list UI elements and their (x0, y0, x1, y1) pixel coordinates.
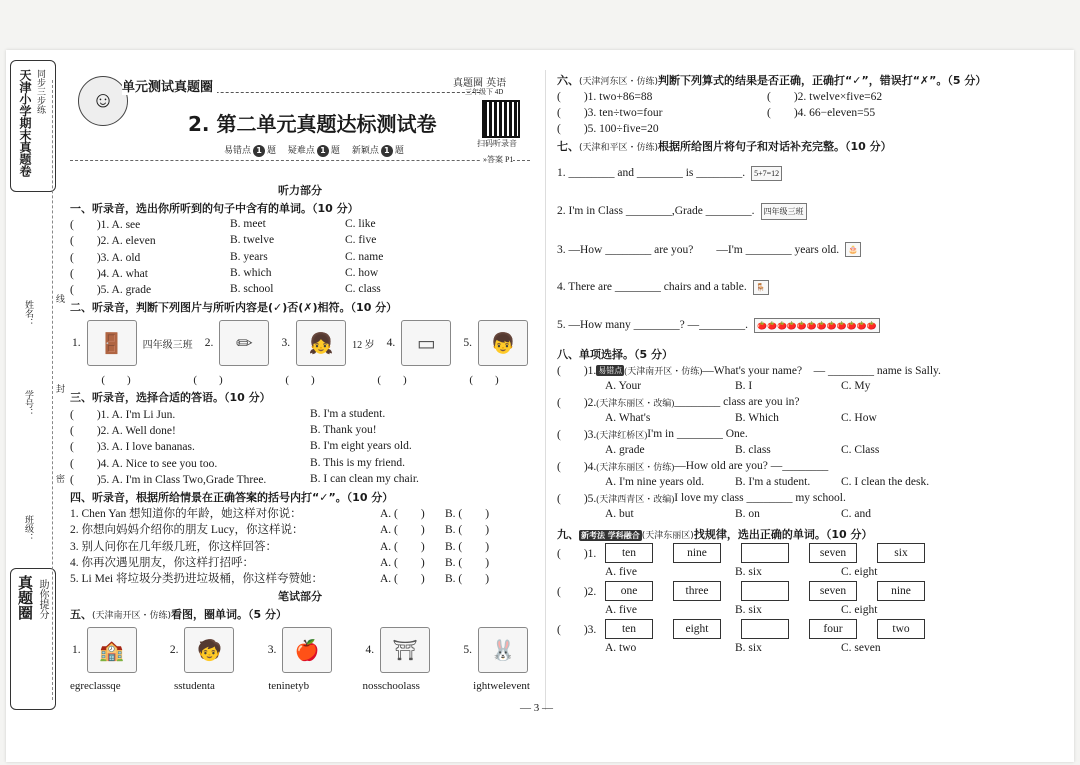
answer-a[interactable]: A. ( ) (380, 540, 425, 553)
choice-option[interactable]: B. I'm a student. (735, 476, 811, 488)
option-text[interactable]: B. years (230, 250, 268, 263)
right-column (557, 70, 1017, 656)
section-7-source: (天津和平区・仿练) (579, 143, 659, 153)
options-row (557, 640, 1017, 656)
option-text[interactable]: C. like (345, 218, 376, 231)
question-row (70, 438, 530, 454)
question-row (70, 232, 530, 248)
choice-option[interactable]: C. and (841, 508, 872, 520)
question-row (70, 521, 530, 537)
section-6-title (557, 72, 1017, 88)
picture-number: 1. (72, 337, 81, 350)
qr-code-icon[interactable] (482, 100, 520, 138)
picture-item (72, 320, 193, 366)
grade-tag: 三年级下 4D (465, 88, 504, 96)
word-box: ten (605, 619, 653, 639)
pencils-icon: ✏ (219, 320, 269, 366)
scenario-text: 5. Li Mei 将垃圾分类扔进垃圾桶，你这样夸赞她： (70, 573, 323, 586)
picture-number: 2. (204, 337, 214, 350)
new-label: 新颖点 (351, 146, 379, 156)
question-row (70, 505, 530, 521)
fill-item (557, 192, 1017, 230)
question-row (70, 281, 530, 297)
cut-mark-secret: 密 (56, 475, 66, 485)
picture-hint: 🍅🍅🍅🍅🍅🍅🍅🍅🍅🍅🍅🍅 (754, 318, 880, 333)
option-a[interactable]: ( )3. A. I love bananas. (70, 441, 195, 454)
picture-hint: 5+7=12 (751, 166, 782, 181)
question-number[interactable]: ( )4. (557, 461, 597, 473)
binding-sidebar (10, 60, 66, 710)
class-field-label: 班级： (23, 515, 33, 542)
section-2-answer-brackets (70, 371, 530, 387)
fill-sentence[interactable]: 5. —How many ________? —________. (557, 319, 749, 331)
picture-number: 5. (463, 337, 472, 350)
picture-item (72, 627, 137, 673)
section-9-title (557, 526, 1017, 542)
page-number: — 3 — (520, 702, 553, 714)
choice-option[interactable]: C. seven (841, 642, 881, 654)
unit-label: 题 (267, 146, 277, 156)
answer-b[interactable]: B. ( ) (445, 540, 490, 553)
question-row (70, 538, 530, 554)
equation[interactable]: ( )4. 66−eleven=55 (767, 107, 876, 119)
answer-bracket[interactable]: ( ) (377, 374, 407, 387)
exam-header (70, 70, 530, 180)
options-row (557, 474, 1017, 490)
door-icon: 🚪 (87, 320, 137, 366)
choice-option[interactable]: B. Which (735, 412, 779, 424)
answer-bracket[interactable]: ( ) (285, 374, 315, 387)
sidebar-bottom-sub: 助你提分 (37, 579, 48, 619)
section-5-number: 五、 (70, 608, 92, 622)
mascot-icon: ☺ (78, 76, 128, 126)
word-box: one (605, 581, 653, 601)
choice-option[interactable]: A. Your (605, 380, 642, 392)
section-7-items (557, 154, 1017, 344)
student-icon: 🧒 (184, 627, 234, 673)
option-text[interactable]: C. name (345, 250, 384, 263)
blackboard-icon: ▭ (401, 320, 451, 366)
equation[interactable]: ( )3. ten÷two=four (557, 107, 663, 119)
question-row (70, 454, 530, 470)
section-4-rows (70, 505, 530, 586)
question-source: (天津南开区・仿练) (624, 365, 703, 376)
option-a[interactable]: ( )2. A. Well done! (70, 424, 176, 437)
answer-bracket[interactable]: ( ) (469, 374, 499, 387)
picture-number: 2. (169, 644, 179, 657)
word-box: ten (605, 543, 653, 563)
picture-item (463, 320, 528, 366)
sidebar-bottom-title: 真题圈 (16, 575, 34, 620)
choice-question (557, 394, 1017, 410)
picture-caption: 12 岁 (352, 339, 375, 351)
option-text[interactable]: B. meet (230, 218, 266, 231)
section-2-pictures (70, 315, 530, 371)
section-1-title: 一、听录音，选出你所听到的句子中含有的单词。（10 分） (70, 202, 359, 215)
student-id-field-label: 学号： (23, 390, 33, 417)
unit-label: 题 (394, 146, 404, 156)
section-5-title (70, 606, 530, 622)
question-source: (天津东丽区・仿练) (596, 461, 675, 472)
subject-tag: 真题圈 英语 (453, 78, 507, 89)
picture-item (281, 320, 374, 366)
equation-row (557, 104, 1017, 120)
option-b[interactable]: B. I can clean my chair. (310, 472, 419, 485)
picture-item (170, 627, 235, 673)
fill-sentence[interactable]: 1. ________ and ________ is ________. (557, 167, 746, 179)
option-a[interactable]: ( )5. A. I'm in Class Two,Grade Three. (70, 473, 267, 486)
question-number[interactable]: ( )3. (557, 429, 597, 441)
choice-option[interactable]: C. Class (841, 444, 880, 456)
option-text[interactable]: ( )5. A. grade (70, 284, 152, 297)
series-title: 单元测试真题圈 (122, 76, 217, 95)
choice-option[interactable]: A. but (605, 508, 634, 520)
easy-label: 易错点 (224, 146, 252, 156)
question-text: —What's your name? — ________ name is Sally. (702, 365, 941, 377)
section-8-items (557, 362, 1017, 522)
picture-number: 3. (281, 337, 291, 350)
question-row (70, 471, 530, 487)
section-8-title: 八、单项选择。（5 分） (557, 348, 673, 361)
rabbit-eleven-icon: 🐰 (478, 627, 528, 673)
question-row (70, 216, 530, 232)
question-source: (天津红桥区) (596, 429, 648, 440)
question-row (70, 249, 530, 265)
choice-option[interactable]: B. on (735, 508, 760, 520)
section-9-tag: 新考法 学科融合 (581, 531, 640, 540)
question-text: ________ class are you in? (674, 396, 800, 408)
option-text[interactable]: B. school (230, 283, 274, 296)
choice-option[interactable]: B. six (735, 642, 762, 654)
option-text[interactable]: ( )4. A. what (70, 268, 148, 281)
section-9-source: (天津东丽区) (641, 531, 694, 541)
sidebar-bottom-badge (10, 568, 56, 710)
boy-icon: 👦 (478, 320, 528, 366)
cut-line (52, 80, 53, 700)
word-box: four (809, 619, 857, 639)
word-box: nine (877, 581, 925, 601)
choice-question (557, 458, 1017, 474)
classroom-icon: 🏫 (87, 627, 137, 673)
section-5-source: (天津南开区・仿练) (92, 611, 172, 622)
easy-count: 1 (253, 145, 265, 157)
blank-box[interactable] (741, 581, 789, 601)
option-text[interactable]: C. how (345, 267, 379, 280)
options-row (557, 506, 1017, 522)
word-box: six (877, 543, 925, 563)
writing-heading: 笔试部分 (278, 590, 322, 604)
word-puzzle[interactable]: sstudenta (173, 680, 215, 693)
cut-mark-seal: 封 (56, 385, 66, 395)
section-1-rows (70, 216, 530, 297)
header-rule (70, 160, 530, 161)
equation[interactable]: ( )2. twelve×five=62 (767, 91, 883, 103)
section-3-title: 三、听录音，选择合适的答语。（10 分） (70, 391, 271, 405)
section-5-words (70, 680, 530, 692)
question-row (70, 570, 530, 586)
choice-option[interactable]: C. I clean the desk. (841, 476, 930, 488)
column-divider (545, 70, 546, 710)
section-7-number: 七、 (557, 140, 579, 153)
option-text[interactable]: B. which (230, 267, 272, 280)
answer-b[interactable]: B. ( ) (445, 524, 490, 537)
section-7-title (557, 138, 1017, 154)
choice-option[interactable]: A. two (605, 642, 637, 654)
fill-sentence[interactable]: 3. —How ________ are you? —I'm ________ years old. (557, 244, 840, 256)
cut-mark-line: 线 (56, 295, 66, 305)
fill-sentence[interactable]: 4. There are ________ chairs and a table. (557, 281, 747, 293)
new-count: 1 (381, 145, 393, 157)
answer-b[interactable]: B. ( ) (445, 557, 490, 569)
options-row (557, 602, 1017, 618)
answer-bracket[interactable]: ( ) (101, 374, 131, 387)
answer-b[interactable]: B. ( ) (445, 573, 490, 586)
choice-option[interactable]: B. class (735, 444, 771, 456)
picture-number: 4. (365, 644, 375, 657)
option-a[interactable]: ( )4. A. Nice to see you too. (70, 457, 218, 470)
option-a[interactable]: ( )1. A. I'm Li Jun. (70, 408, 176, 421)
picture-number: 1. (72, 644, 81, 657)
question-number[interactable]: ( )1. (557, 548, 597, 560)
sidebar-top-title: 天津小学期末真题卷 (18, 69, 32, 177)
option-b[interactable]: B. This is my friend. (310, 456, 405, 469)
picture-item (463, 627, 528, 673)
answer-reference: »答案 P1 (480, 154, 513, 165)
choice-question (557, 426, 1017, 442)
blank-box[interactable] (741, 619, 789, 639)
scenario-text: 3. 别人问你在几年级几班，你这样回答： (70, 540, 277, 553)
picture-number: 3. (267, 644, 277, 657)
option-text[interactable]: ( )3. A. old (70, 251, 141, 264)
question-number[interactable]: ( )2. (557, 397, 597, 409)
pattern-row (557, 542, 1017, 564)
answer-a[interactable]: A. ( ) (380, 508, 425, 521)
question-number[interactable]: ( )2. (557, 586, 597, 598)
section-6-source: (天津河东区・仿练) (579, 77, 659, 87)
exam-title: 2. 第二单元真题达标测试卷 (188, 112, 437, 136)
section-3-rows (70, 405, 530, 486)
choice-option[interactable]: C. eight (841, 604, 878, 616)
question-tag: 易错点 (598, 365, 623, 375)
picture-item (387, 320, 452, 366)
difficulty-points (224, 143, 404, 157)
section-5-pictures (70, 622, 530, 678)
option-b[interactable]: B. I'm eight years old. (310, 440, 412, 453)
girl-icon: 👧 (296, 320, 346, 366)
fill-item (557, 268, 1017, 306)
school-gate-icon: ⛩ (380, 627, 430, 673)
choice-option[interactable]: A. five (605, 566, 637, 578)
answer-bracket[interactable]: ( ) (193, 374, 223, 387)
picture-hint: 🎂 (845, 242, 861, 257)
choice-option[interactable]: A. grade (605, 444, 645, 456)
word-box: seven (809, 543, 857, 563)
fill-sentence[interactable]: 2. I'm in Class ________,Grade ________. (557, 205, 755, 217)
equation[interactable]: ( )1. two+86=88 (557, 91, 653, 103)
section-9-number: 九、 (557, 528, 579, 541)
word-puzzle[interactable]: teninetyb (268, 680, 310, 693)
question-row (70, 554, 530, 570)
answer-b[interactable]: B. ( ) (445, 508, 490, 521)
options-row (557, 564, 1017, 580)
section-9-instruction: 找规律，选出正确的单词。（10 分） (693, 528, 873, 541)
word-puzzle[interactable]: nosschoolass (362, 680, 420, 693)
choice-option[interactable]: C. eight (841, 566, 878, 578)
hard-count: 1 (317, 145, 329, 157)
option-b[interactable]: B. Thank you! (310, 423, 377, 436)
option-text[interactable]: B. twelve (230, 234, 275, 247)
blank-box[interactable] (741, 543, 789, 563)
word-puzzle[interactable]: ightwelevent (473, 680, 530, 693)
choice-option[interactable]: B. six (735, 566, 762, 578)
word-box: eight (673, 619, 721, 639)
section-9-items (557, 542, 1017, 656)
option-text[interactable]: C. five (345, 234, 377, 247)
picture-item (268, 627, 333, 673)
question-source: (天津西青区・改编) (596, 493, 675, 504)
scenario-text: 4. 你再次遇见朋友，你这样打招呼： (70, 557, 254, 569)
option-b[interactable]: B. I'm a student. (310, 407, 386, 420)
section-7-instruction: 根据所给图片将句子和对话补充完整。（10 分） (658, 140, 892, 153)
picture-number: 5. (463, 644, 472, 657)
word-puzzle[interactable]: egreclassqe (70, 680, 121, 693)
answer-a[interactable]: A. ( ) (380, 524, 425, 537)
options-row (557, 410, 1017, 426)
section-2-title: 二、听录音，判断下列图片与所听内容是(✓)否(✗)相符。（10 分） (70, 301, 398, 315)
choice-option[interactable]: A. I'm nine years old. (605, 476, 705, 488)
unit-label: 题 (330, 146, 340, 156)
question-row (70, 405, 530, 421)
hard-label: 疑难点 (287, 146, 315, 156)
fill-item (557, 230, 1017, 268)
word-box: three (673, 581, 721, 601)
answer-a[interactable]: A. ( ) (380, 573, 425, 586)
section-6-rows (557, 88, 1017, 136)
word-box: seven (809, 581, 857, 601)
fill-item (557, 306, 1017, 344)
question-row (70, 265, 530, 281)
sidebar-top-sub: 同步三步练 (35, 69, 45, 114)
sidebar-top-badge (10, 60, 56, 192)
scenario-text: 2. 你想向妈妈介绍你的朋友 Lucy，你这样说： (70, 524, 304, 537)
question-row (70, 422, 530, 438)
listening-heading: 听力部分 (278, 184, 322, 197)
equation[interactable]: ( )5. 100÷five=20 (557, 123, 659, 135)
question-text: —How old are you? —________ (674, 460, 829, 472)
choice-option[interactable]: B. I (735, 380, 753, 392)
section-6-number: 六、 (557, 74, 579, 87)
question-source: (天津东丽区・改编) (596, 397, 675, 408)
picture-item (205, 320, 270, 366)
section-6-instruction: 判断下列算式的结果是否正确，正确打“✓”，错误打“✗”。（5 分） (658, 74, 987, 87)
picture-number: 4. (386, 337, 396, 350)
picture-item (366, 627, 431, 673)
picture-caption: 四年级三班 (142, 339, 193, 351)
choice-option[interactable]: A. What's (605, 412, 651, 424)
options-row (557, 442, 1017, 458)
section-4-title: 四、听录音，根据所给情景在正确答案的括号内打“✓”。（10 分） (70, 490, 394, 504)
choice-question (557, 490, 1017, 506)
choice-option[interactable]: B. six (735, 604, 762, 616)
question-number[interactable]: ( )3. (557, 624, 597, 636)
word-box: two (877, 619, 925, 639)
choice-option[interactable]: C. How (841, 412, 877, 424)
equation-row (557, 120, 1017, 136)
pattern-row (557, 618, 1017, 640)
question-number[interactable]: ( )1. (557, 365, 597, 377)
option-text[interactable]: C. class (345, 283, 381, 296)
option-text[interactable]: ( )1. A. see (70, 219, 141, 232)
equation-row (557, 88, 1017, 104)
options-row (557, 378, 1017, 394)
question-text: I love my class ________ my school. (674, 492, 846, 504)
section-5-instruction: 看图，圈单词。（5 分） (171, 608, 288, 622)
choice-option[interactable]: A. five (605, 604, 637, 616)
apples-icon: 🍎 (282, 627, 332, 673)
picture-hint: 🪑 (753, 280, 769, 295)
word-box: nine (673, 543, 721, 563)
qr-label: 扫码听录音 (477, 139, 517, 148)
scenario-text: 1. Chen Yan 想知道你的年龄，她这样对你说： (70, 508, 302, 521)
name-field-label: 姓名： (23, 300, 33, 327)
pattern-row (557, 580, 1017, 602)
left-column (70, 70, 530, 692)
fill-item (557, 154, 1017, 192)
answer-a[interactable]: A. ( ) (380, 557, 425, 569)
choice-option[interactable]: C. My (841, 380, 871, 392)
picture-hint: 四年级三班 (761, 203, 807, 220)
question-number[interactable]: ( )5. (557, 493, 597, 505)
choice-question (557, 362, 1017, 378)
question-text: I'm in ________ One. (647, 428, 748, 440)
option-text[interactable]: ( )2. A. eleven (70, 235, 156, 248)
